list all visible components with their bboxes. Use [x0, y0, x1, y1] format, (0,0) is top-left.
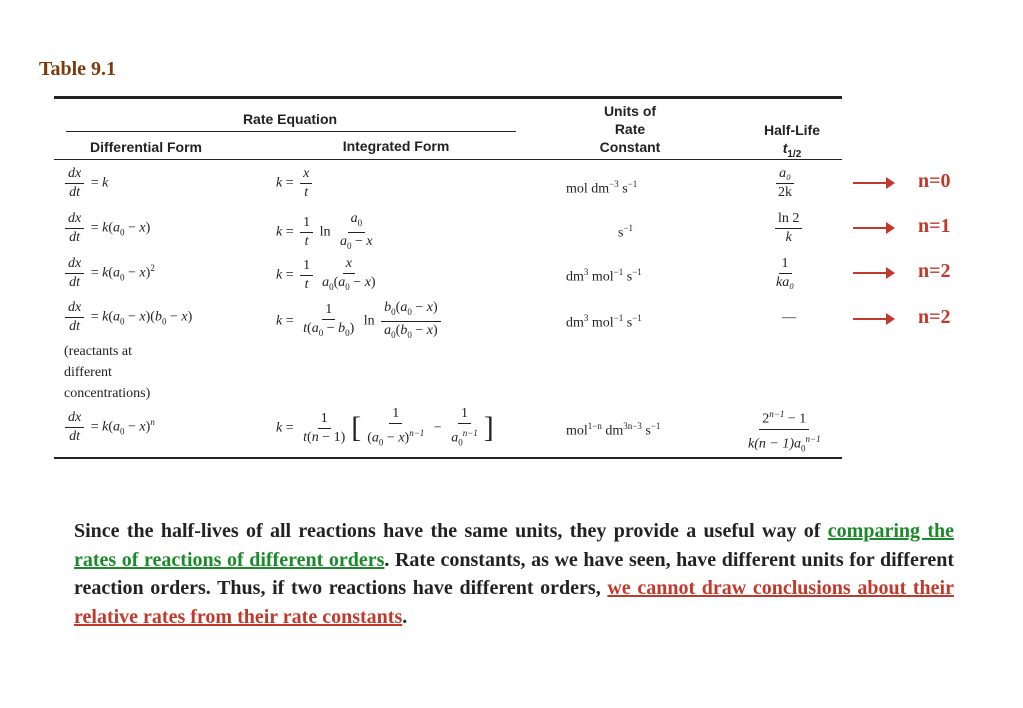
- explanation-paragraph: [74, 517, 954, 631]
- order-label-2: n=2: [918, 260, 951, 282]
- row4-note: (reactants at different concentrations): [64, 344, 151, 401]
- row1-half-life: $\frac{\text{a₀}}{2k}$: [778, 166, 792, 200]
- para-part3: .: [402, 605, 408, 628]
- row2-differential: $\frac{dx}{dt}$ = $k(a_0 - x)$: [62, 211, 150, 246]
- header-integrated-form: Integrated Form: [342, 138, 450, 154]
- row5-differential: $\frac{dx}{dt}$ = $k(a_0 - x)^n$: [62, 410, 155, 445]
- half-life-sub: 1/2: [787, 148, 802, 160]
- header-half-life-line1: Half-Life: [764, 122, 820, 138]
- header-units: [570, 102, 690, 156]
- rate-equation-rule: [66, 131, 516, 132]
- dxdt-fraction: $\frac{dx}{dt}$: [65, 166, 84, 201]
- header-units-line1: Units of: [603, 103, 657, 119]
- row2-units: $s^{-1}$: [618, 223, 634, 241]
- header-half-life: [742, 121, 842, 164]
- row1-differential: $\frac{dx}{dt}$ = k: [62, 166, 108, 201]
- header-half-life-symbol: [742, 139, 842, 164]
- order-label-0: n=0: [918, 170, 951, 192]
- arrow-icon: [853, 182, 893, 184]
- row3-half-life: $\frac{1}{\text{ka₀}}$: [776, 256, 795, 290]
- header-units-line3: Constant: [599, 139, 661, 155]
- para-part1: Since the half-lives of all reactions have the same units, they provide a useful way of: [74, 520, 828, 542]
- row4-half-life: —: [782, 310, 796, 325]
- para-part2: . Rate constants, as we have seen, have different units for different reaction orders. Thus, if two reactions have different orders,: [74, 548, 955, 599]
- header-rate-equation: Rate Equation: [242, 111, 338, 127]
- row4-differential: $\frac{dx}{dt}$ = $k(a_0 - x)(b_0 - x)$: [62, 300, 192, 335]
- row1-units: mol $dm^{-3}$ $s^{-1}$: [566, 179, 638, 197]
- arrow-icon: [853, 227, 893, 229]
- row2-half-life: $\frac{\ln 2}{k}$: [772, 211, 805, 246]
- row2-integrated: k = $\frac{1}{t}$ ln $\frac{a_0}{a_0 - x}$: [276, 211, 373, 251]
- red-highlight: we cannot draw conclusions about their relative rates from their rate constants: [74, 577, 954, 628]
- order-label-1: n=1: [918, 215, 951, 237]
- row3-differential: $\frac{dx}{dt}$ = $k(a_0 - x)^2$: [62, 256, 155, 291]
- row4-units: $dm^3$ mol$^{-1}$ $s^{-1}$: [566, 313, 642, 331]
- table-bottom-rule: [54, 457, 842, 459]
- row3-units: $dm^3$ mol$^{-1}$ $s^{-1}$: [566, 267, 642, 285]
- order-label-3: n=2: [918, 306, 951, 328]
- arrow-icon: [853, 272, 893, 274]
- green-highlight: comparing the rates of reactions of different orders: [74, 520, 954, 571]
- header-units-line2: Rate: [614, 121, 646, 137]
- row5-half-life: $\frac{2^{n-1} - 1}{k(n - 1)a_0^{n-1}}$: [742, 406, 827, 456]
- header-bottom-rule: [54, 159, 842, 160]
- arrow-icon: [853, 318, 893, 320]
- row4-integrated: k = $\frac{1}{t(a_0 - b_0)}$ ln $\frac{b_0(a_0 - x)}{a_0(b_0 - x)}$: [276, 300, 444, 343]
- row5-units: mol$^{1-n}$ $dm^{3n-3}$ $s^{-1}$: [566, 421, 661, 439]
- row1-integrated: k = $\frac{x}{t}$: [276, 166, 315, 201]
- row3-integrated: k = $\frac{1}{t}$ $\frac{x}{a_0(a_0 - x)}$: [276, 256, 376, 292]
- half-life-t: t: [782, 140, 788, 156]
- row5-integrated: k = $\frac{1}{t(n - 1)}$ [ $\frac{1}{(a_0 - x)^{n-1}}$ − $\frac{1}{a_0^{n-1}}$ ]: [276, 406, 494, 448]
- table-top-rule: [54, 96, 842, 99]
- header-differential-form: Differential Form: [89, 139, 202, 155]
- table-title: Table 9.1: [39, 58, 117, 80]
